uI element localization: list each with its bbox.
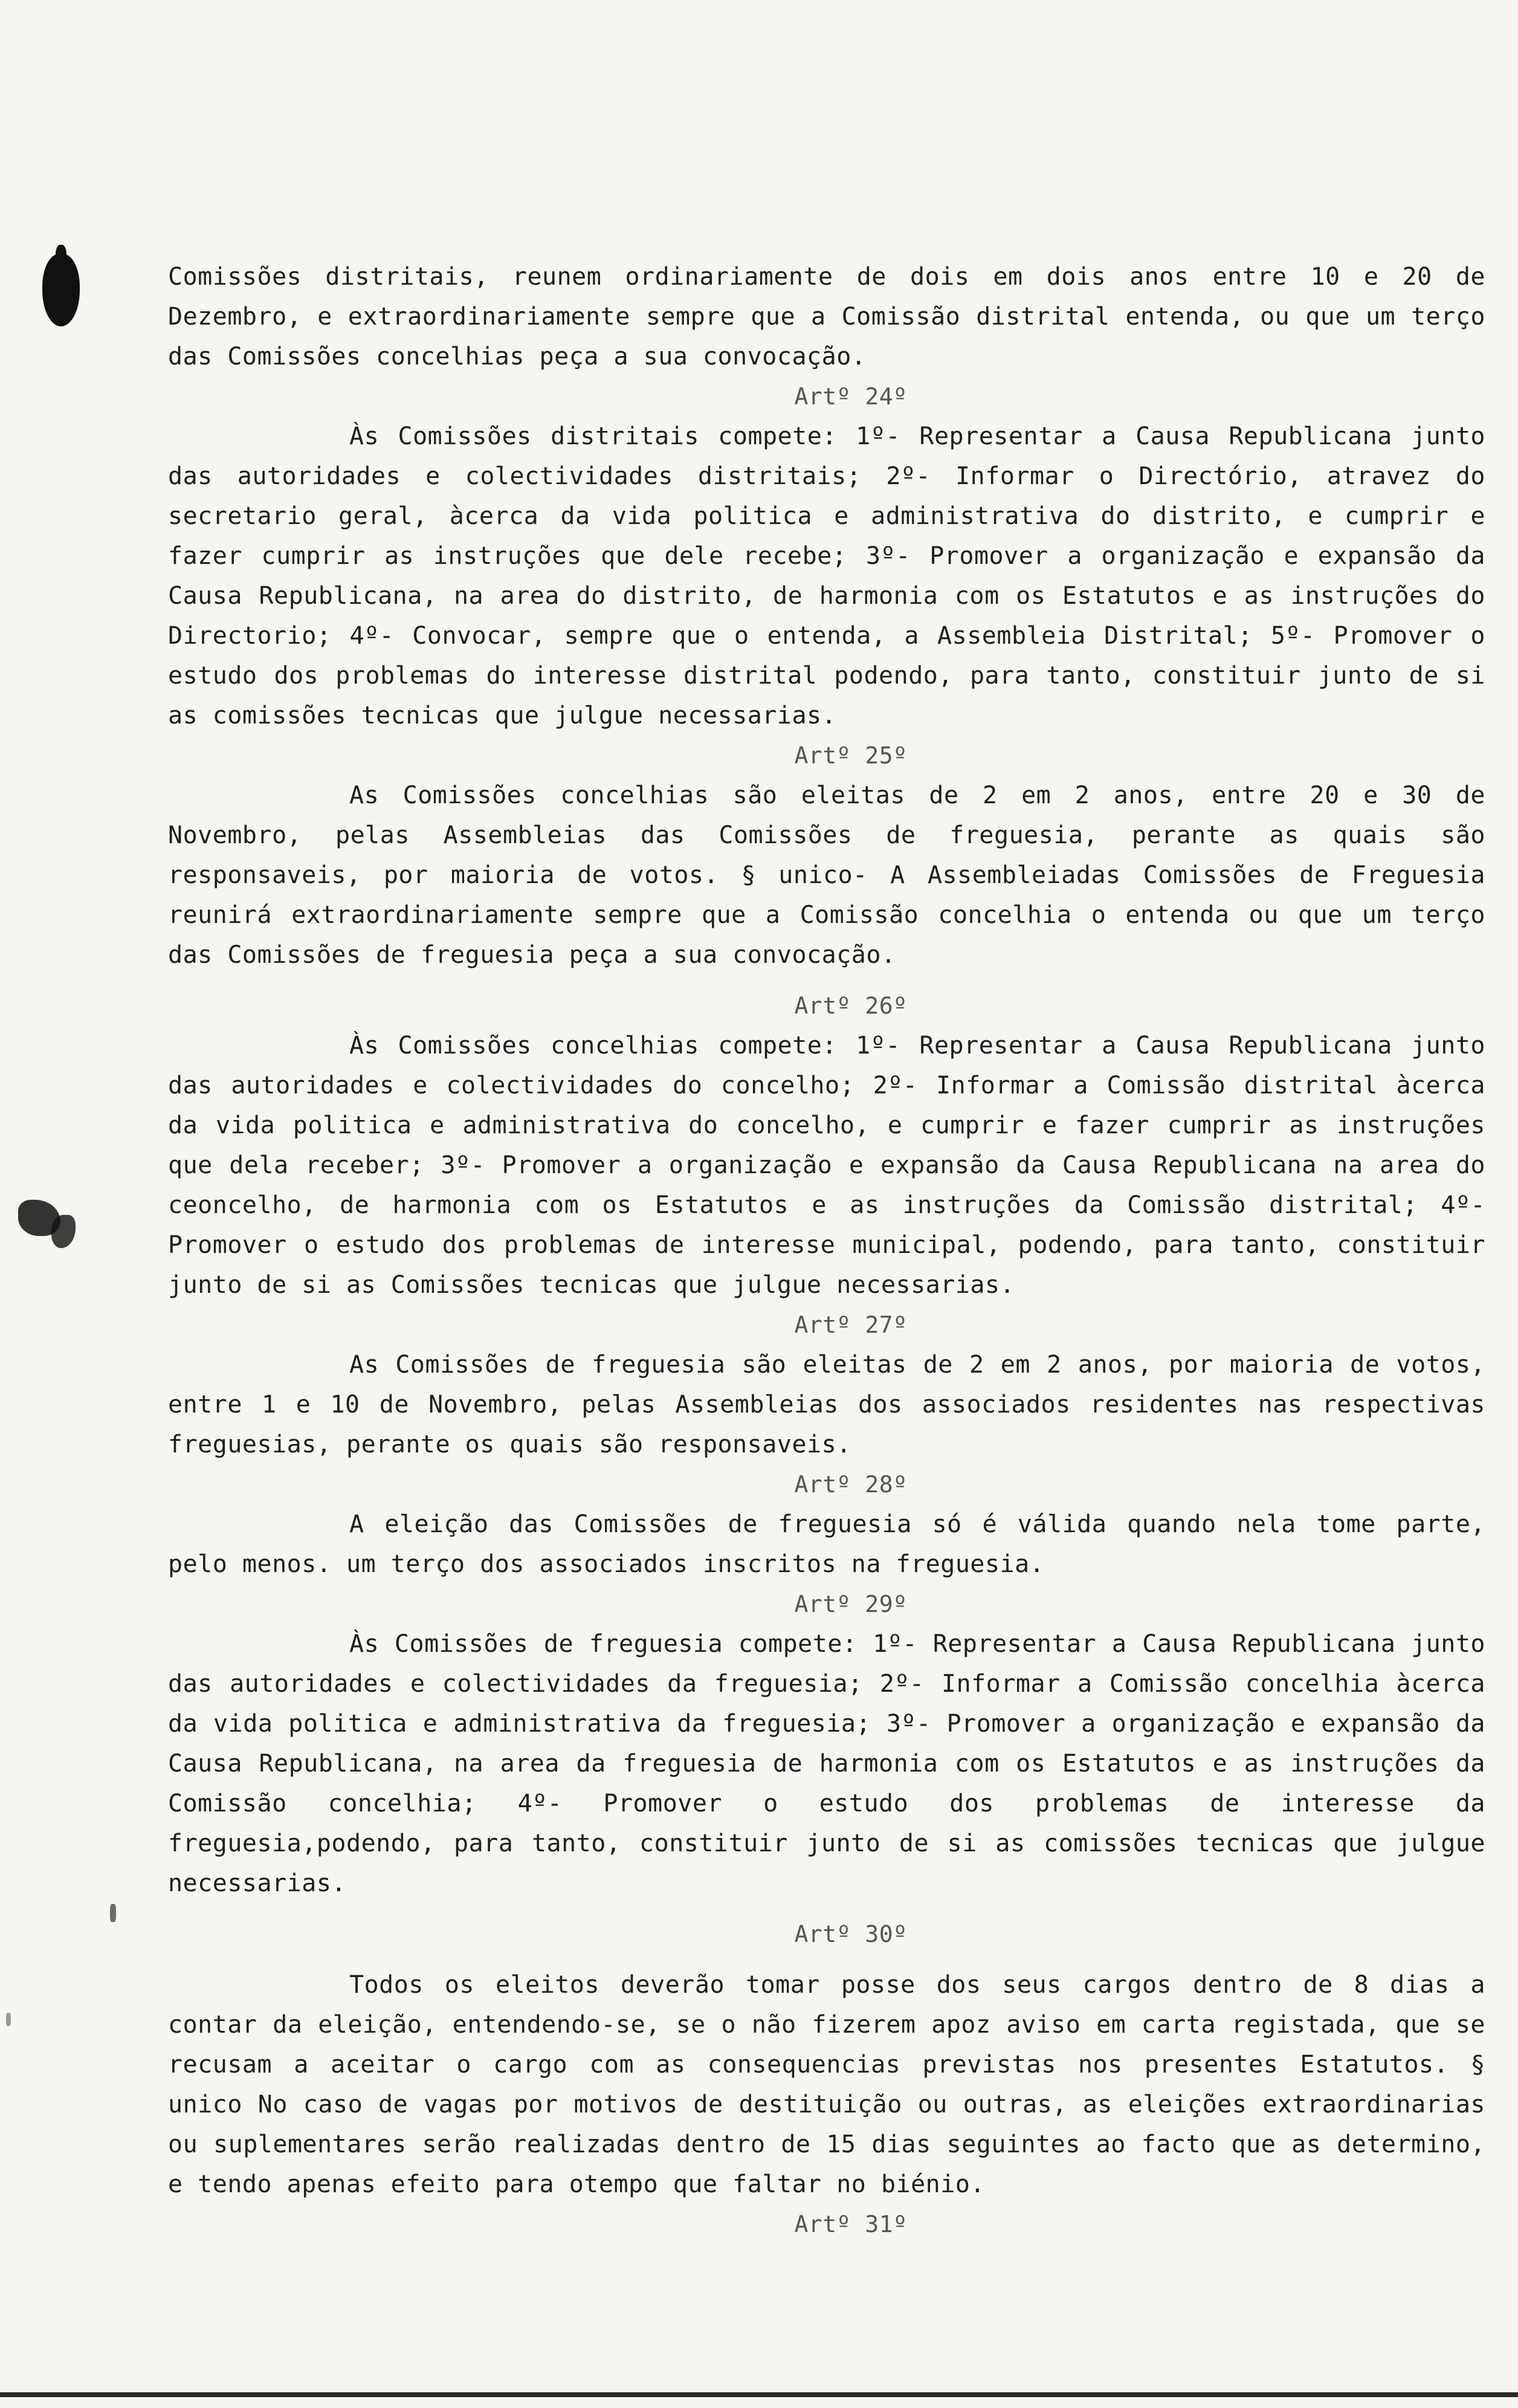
paragraph-article-29: Às Comissões de freguesia compete: 1º- Representar a Causa Republicana junto das autoridades e colectividades da freguesia; 2º- Informar a Comissão concelhia àcerca da vida politica e administrativa da freguesia; 3º- Promover a organização e expansão da Causa Republicana, na area da freguesia de harmonia com os Estatutos e as instruções da Comissão concelhia; 4º- Promover o estudo dos problemas de interesse da freguesia,podendo, para tanto, constituir junto de si as comissões tecnicas que julgue necessarias.	[168, 1630, 1485, 1897]
paragraph-article-28: A eleição das Comissões de freguesia só é válida quando nela tome parte, pelo menos. um terço dos associados inscritos na freguesia.	[168, 1510, 1485, 1578]
article-heading-26: Artº 26º	[794, 992, 908, 1019]
ink-speck-lower	[110, 1904, 116, 1922]
article-heading-25: Artº 25º	[794, 742, 908, 769]
document-body	[168, 257, 1485, 2244]
paragraph-article-25: As Comissões concelhias são eleitas de 2 em 2 anos, entre 20 e 30 de Novembro, pelas Assembleias das Comissões de freguesia, perante as quais são responsaveis, por maioria de votos. § unico- A Assembleiadas Comissões de Freguesia reunirá extraordinariamente sempre que a Comissão concelhia o entenda ou que um terço das Comissões de freguesia peça a sua convocação.	[168, 782, 1485, 969]
article-heading-31: Artº 31º	[794, 2211, 908, 2238]
ink-blot-top-stem	[56, 245, 66, 269]
ink-speck-lower-2	[6, 2013, 11, 2026]
paragraph-article-30: Todos os eleitos deverão tomar posse dos seus cargos dentro de 8 dias a contar da eleição, entendendo-se, se o não fizerem apoz aviso em carta registada, que se recusam a aceitar o cargo com as consequencias previstas nos presentes Estatutos. § unico No caso de vagas por motivos de destituição ou outras, as eleições extraordinarias ou suplementares serão realizadas dentro de 15 dias seguintes ao facto que as determino, e tendo apenas efeito para otempo que faltar no biénio.	[168, 1971, 1485, 2198]
paragraph-article-27: As Comissões de freguesia são eleitas de 2 em 2 anos, por maioria de votos, entre 1 e 10 de Novembro, pelas Assembleias dos associados residentes nas respectivas freguesias, perante os quais são responsaveis.	[168, 1351, 1485, 1458]
article-heading-28: Artº 28º	[794, 1471, 908, 1498]
article-heading-30: Artº 30º	[794, 1921, 908, 1947]
scan-bottom-edge	[0, 2392, 1518, 2397]
article-heading-24: Artº 24º	[794, 383, 908, 410]
article-heading-29: Artº 29º	[794, 1591, 908, 1617]
paragraph-article-26: Às Comissões concelhias compete: 1º- Representar a Causa Republicana junto das autoridades e colectividades do concelho; 2º- Informar a Comissão distrital àcerca da vida politica e administrativa do concelho, e cumprir e fazer cumprir as instruções que dela receber; 3º- Promover a organização e expansão da Causa Republicana na area do ceoncelho, de harmonia com os Estatutos e as instruções da Comissão distrital; 4º- Promover o estudo dos problemas de interesse municipal, podendo, para tanto, constituir junto de si as Comissões tecnicas que julgue necessarias.	[168, 1032, 1485, 1299]
paragraph-intro: Comissões distritais, reunem ordinariamente de dois em dois anos entre 10 e 20 de Dezembro, e extraordinariamente sempre que a Comissão distrital entenda, ou que um terço das Comissões concelhias peça a sua convocação.	[168, 263, 1485, 371]
article-heading-27: Artº 27º	[794, 1312, 908, 1338]
paragraph-article-24: Às Comissões distritais compete: 1º- Representar a Causa Republicana junto das autoridades e colectividades distritais; 2º- Informar o Directório, atravez do secretario geral, àcerca da vida politica e administrativa do distrito, e cumprir e fazer cumprir as instruções que dele recebe; 3º- Promover a organização e expansão da Causa Republicana, na area do distrito, de harmonia com os Estatutos e as instruções do Directorio; 4º- Convocar, sempre que o entenda, a Assembleia Distrital; 5º- Promover o estudo dos problemas do interesse distrital podendo, para tanto, constituir junto de si as comissões tecnicas que julgue necessarias.	[168, 422, 1485, 730]
ink-blot-middle-2	[51, 1215, 76, 1248]
